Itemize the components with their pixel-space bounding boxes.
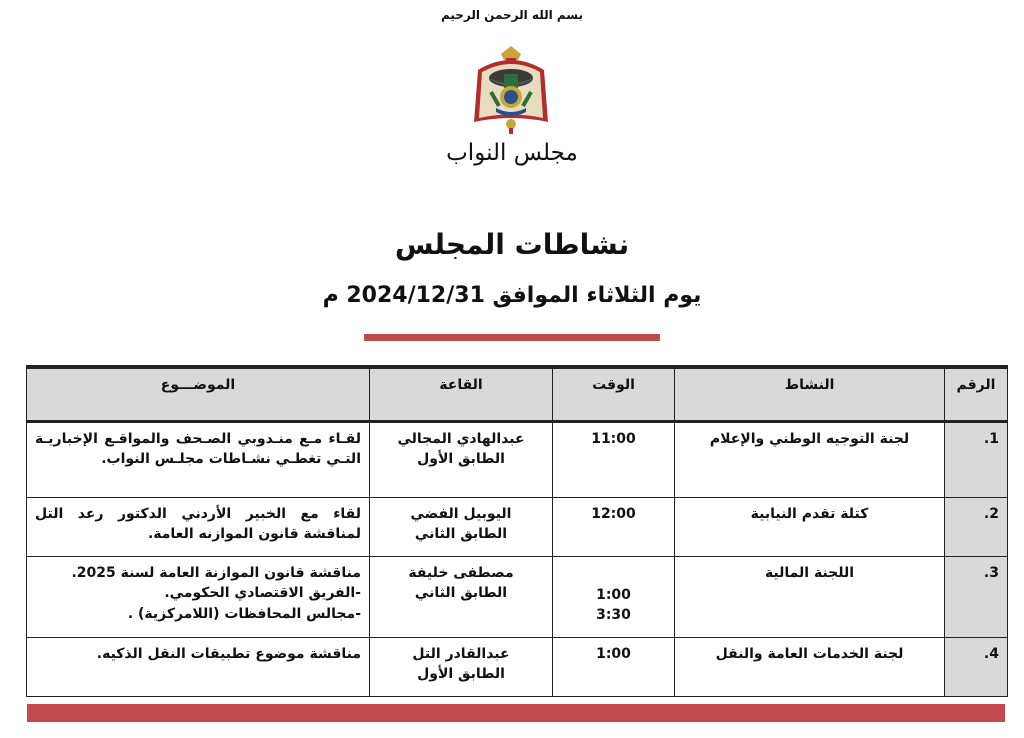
page-title: نشاطات المجلس <box>394 228 630 261</box>
page-subtitle: يوم الثلاثاء الموافق 2024/12/31 م <box>322 283 702 308</box>
time-cell <box>553 557 675 638</box>
time-cell: 11:00 <box>553 422 675 498</box>
topic-cell: لقاء مع الخبير الأردني الدكتور رعد التل لمناقشة قانون الموازنه العامة. <box>27 498 370 557</box>
topic-cell: مناقشة موضوع تطبيقات النقل الذكيه. <box>27 638 370 697</box>
hall-name: اليوبيل الفضي <box>410 506 512 522</box>
activities-table <box>26 365 1008 697</box>
footer-bar <box>27 704 1005 722</box>
activity-cell: اللجنة المالية <box>675 557 945 638</box>
hall-cell <box>370 498 553 557</box>
column-header-hall: القاعة <box>370 367 553 422</box>
table-row <box>27 557 1008 638</box>
activity-cell: لجنة الخدمات العامة والنقل <box>675 638 945 697</box>
topic-line: مناقشة قانون الموازنة العامة لسنة 2025. <box>71 565 361 581</box>
decorative-divider <box>364 334 660 341</box>
column-header-num: الرقم <box>945 367 1008 422</box>
column-header-topic: الموضـــوع <box>27 367 370 422</box>
hall-name: مصطفى خليفة <box>408 565 514 581</box>
hall-name: عبدالقادر التل <box>412 646 510 662</box>
hall-cell <box>370 557 553 638</box>
topic-cell: لقـاء مـع منـدوبي الصـحف والمواقـع الإخباريـة التـي تغطـي نشـاطات مجلـس النواب. <box>27 422 370 498</box>
hall-floor: الطابق الأول <box>417 451 505 468</box>
hall-cell <box>370 422 553 498</box>
coat-of-arms-icon <box>468 44 554 136</box>
activity-cell: لجنة التوجيه الوطني والإعلام <box>675 422 945 498</box>
hall-floor: الطابق الثاني <box>414 585 508 602</box>
hall-floor: الطابق الأول <box>417 666 505 683</box>
time-end: 3:30 <box>596 607 631 624</box>
time-start: 1:00 <box>596 587 631 603</box>
topic-line: -الفريق الاقتصادي الحكومي. <box>164 585 361 602</box>
topic-line: -مجالس المحافظات (اللامركزية) . <box>127 605 361 622</box>
hall-name: عبدالهادي المجالي <box>397 431 525 447</box>
time-cell: 12:00 <box>553 498 675 557</box>
basmala: بسم الله الرحمن الرحيم <box>440 8 584 22</box>
row-number: 4. <box>945 638 1008 697</box>
row-number: 1. <box>945 422 1008 498</box>
institution-logo-text: مجلس النواب <box>446 140 578 166</box>
hall-floor: الطابق الثاني <box>414 526 508 543</box>
hall-cell <box>370 638 553 697</box>
row-number: 2. <box>945 498 1008 557</box>
table-row <box>27 638 1008 697</box>
time-cell: 1:00 <box>553 638 675 697</box>
topic-cell <box>27 557 370 638</box>
row-number: 3. <box>945 557 1008 638</box>
column-header-activity: النشاط <box>675 367 945 422</box>
table-header-row <box>27 367 1008 422</box>
table-row <box>27 498 1008 557</box>
table-row <box>27 422 1008 498</box>
column-header-time: الوقت <box>553 367 675 422</box>
activity-cell: كتلة تقدم النيابية <box>675 498 945 557</box>
